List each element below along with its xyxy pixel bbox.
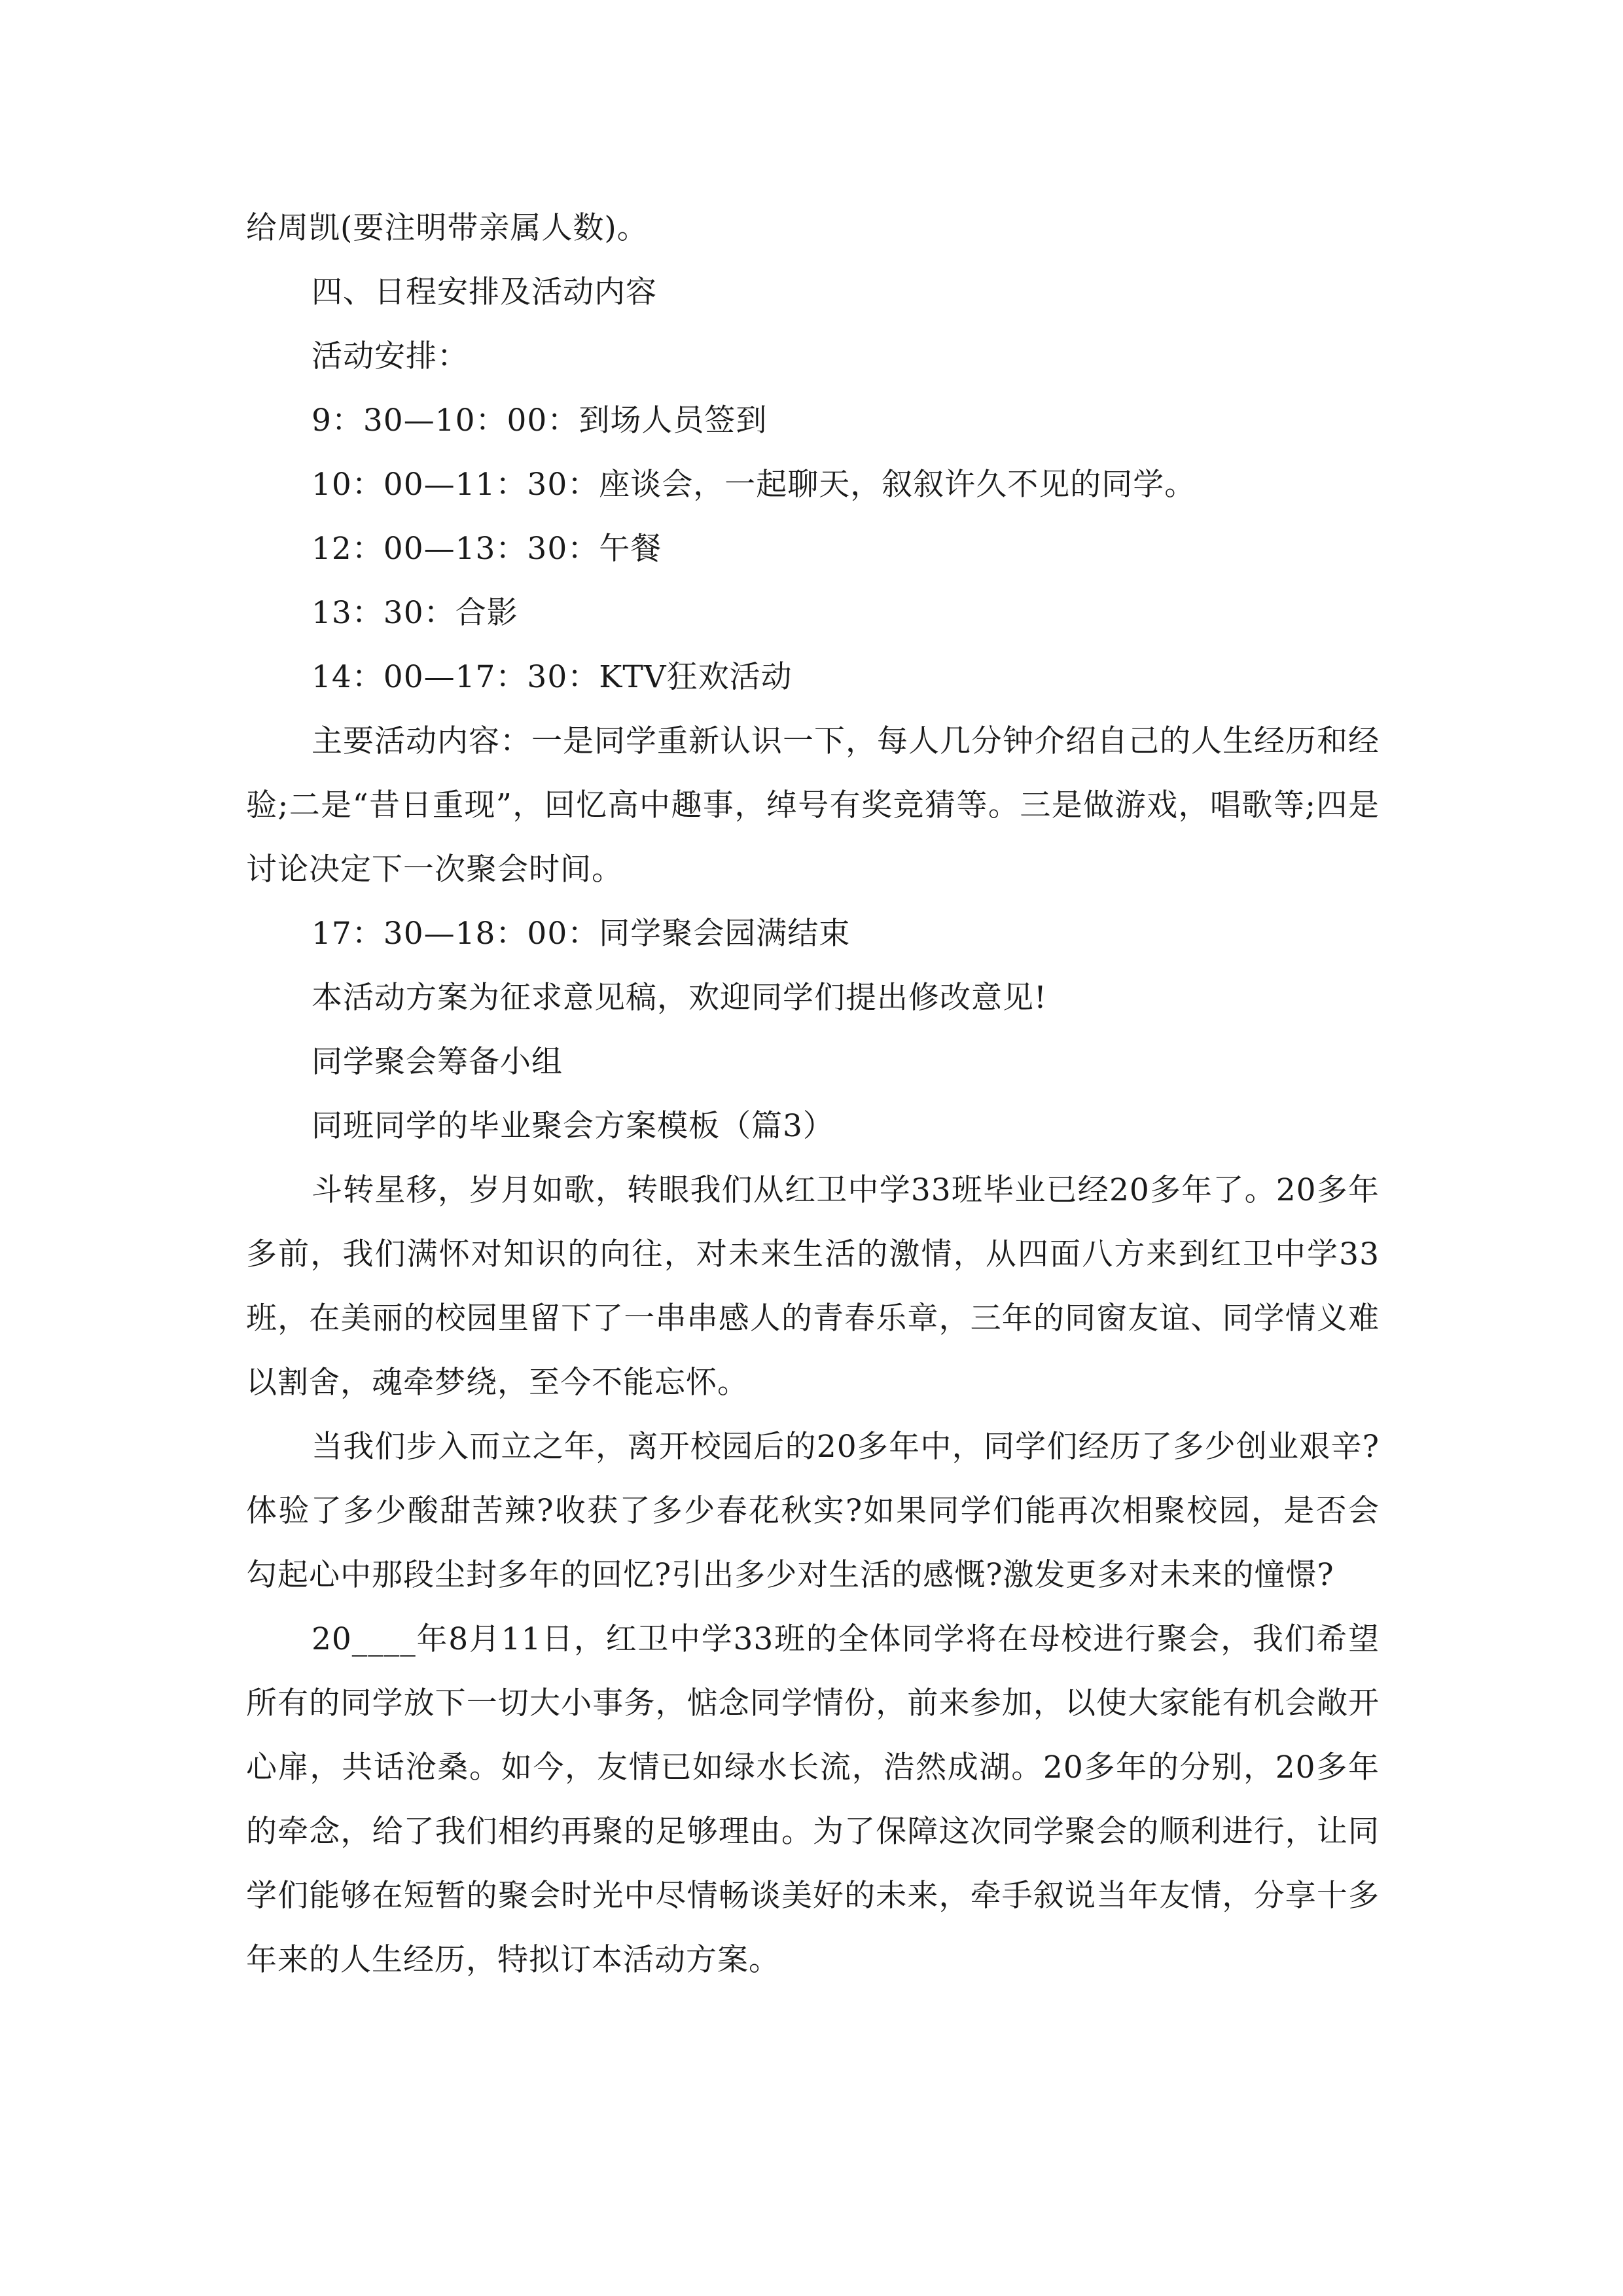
section-title-part3: 同班同学的毕业聚会方案模板（篇3） [312,1108,834,1144]
paragraph-organizer: 同学聚会筹备小组 [312,1044,563,1080]
paragraph-registration-note: 给周凯(要注明带亲属人数)。 [246,210,649,246]
document-body [246,196,1380,1992]
schedule-item-lunch: 12：00—13：30：午餐 [312,531,662,567]
schedule-item-forum: 10：00—11：30：座谈会，一起聊天，叙叙许久不见的同学。 [312,467,1196,503]
paragraph-main-activities: 主要活动内容：一是同学重新认识一下，每人几分钟介绍自己的人生经历和经验;二是“昔日重现”，回忆高中趣事，绰号有奖竞猜等。三是做游戏，唱歌等;四是讨论决定下一次聚会时间。 [246,723,1380,888]
schedule-item-closing: 17：30—18：00：同学聚会园满结束 [312,916,851,952]
section-heading-schedule: 四、日程安排及活动内容 [312,274,657,310]
paragraph-reflection: 当我们步入而立之年，离开校园后的20多年中，同学们经历了多少创业艰辛?体验了多少酸甜苦辣?收获了多少春花秋实?如果同学们能再次相聚校园，是否会勾起心中那段尘封多年的回忆?引出多少对生活的感慨?激发更多对未来的憧憬? [246,1429,1380,1593]
paragraph-intro: 斗转星移，岁月如歌，转眼我们从红卫中学33班毕业已经20多年了。20多年多前，我们满怀对知识的向往，对未来生活的激情，从四面八方来到红卫中学33班，在美丽的校园里留下了一串串感人的青春乐章，三年的同窗友谊、同学情义难以割舍，魂牵梦绕，至今不能忘怀。 [246,1172,1380,1401]
schedule-label: 活动安排： [312,338,469,374]
paragraph-reunion-plan: 20____年8月11日，红卫中学33班的全体同学将在母校进行聚会，我们希望所有的同学放下一切大小事务，惦念同学情份，前来参加，以使大家能有机会敞开心扉，共话沧桑。如今，友情已如绿水长流，浩然成湖。20多年的分别，20多年的牵念，给了我们相约再聚的足够理由。为了保障这次同学聚会的顺利进行，让同学们能够在短暂的聚会时光中尽情畅谈美好的未来，牵手叙说当年友情，分享十多年来的人生经历，特拟订本活动方案。 [246,1621,1380,1978]
schedule-item-ktv: 14：00—17：30：KTV狂欢活动 [312,659,793,695]
schedule-item-checkin: 9：30—10：00：到场人员签到 [312,403,768,439]
paragraph-draft-note: 本活动方案为征求意见稿，欢迎同学们提出修改意见! [312,980,1047,1016]
schedule-item-photo: 13：30：合影 [312,595,518,631]
